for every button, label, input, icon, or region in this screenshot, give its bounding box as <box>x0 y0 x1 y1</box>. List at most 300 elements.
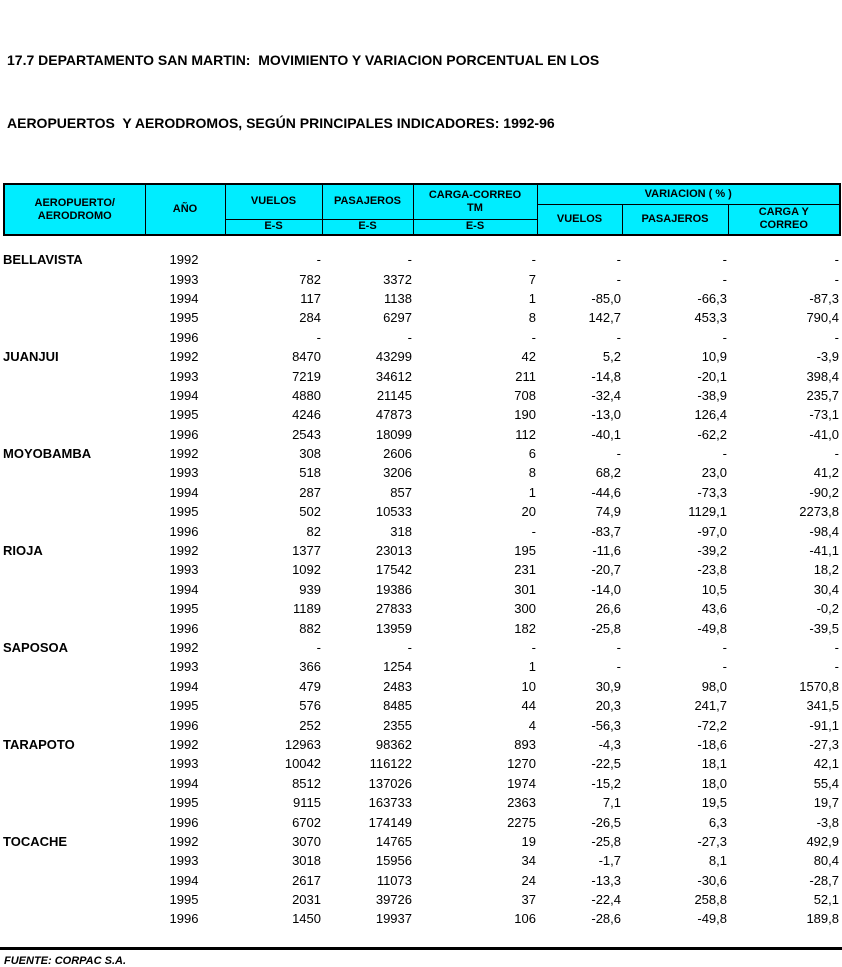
vuelos-es-cell: 1450 <box>292 911 321 927</box>
carga-correo-es-cell: 7 <box>528 271 536 287</box>
pasajeros-es-cell: 19937 <box>375 911 412 927</box>
var-carga-correo-cell: - <box>834 271 839 287</box>
airport-name-cell: JUANJUI <box>3 349 59 365</box>
vuelos-es-cell: 7219 <box>292 368 321 384</box>
var-vuelos-cell: -22,4 <box>591 892 621 908</box>
airport-name-cell <box>3 793 144 812</box>
var-carga-correo-cell: 30,4 <box>813 581 839 597</box>
var-carga-correo-cell: -27,3 <box>809 736 839 752</box>
airport-name-cell <box>3 521 144 540</box>
var-pasajeros-cell: - <box>722 446 727 462</box>
var-pasajeros-cell: - <box>722 640 727 655</box>
var-vuelos-cell: -28,6 <box>591 911 621 927</box>
airport-name-cell <box>3 657 144 676</box>
pasajeros-es-cell: 1138 <box>384 290 412 306</box>
vuelos-es-cell: 6702 <box>292 814 321 830</box>
table-row <box>3 405 839 424</box>
var-carga-correo-cell: 189,8 <box>806 911 839 927</box>
airport-name-cell <box>3 308 144 327</box>
carga-correo-es-cell: - <box>531 523 536 539</box>
vuelos-es-cell: 2031 <box>292 892 321 908</box>
header-variacion: VARIACION ( % ) <box>537 184 840 204</box>
carga-correo-es-cell: 211 <box>515 368 536 384</box>
var-carga-correo-cell: -87,3 <box>809 290 839 306</box>
year-cell: 1992 <box>169 833 199 849</box>
year-cell: 1994 <box>169 872 199 888</box>
pasajeros-es-cell: - <box>407 252 412 268</box>
year-cell: 1992 <box>169 640 199 655</box>
var-carga-correo-cell: - <box>834 252 839 268</box>
year-cell: 1993 <box>169 562 199 578</box>
airport-name-cell <box>3 366 144 385</box>
var-carga-correo-cell: 18,2 <box>813 562 839 578</box>
vuelos-es-cell: 284 <box>299 310 321 326</box>
header-var-carga <box>728 204 840 235</box>
header-vuelos: VUELOS <box>225 184 322 219</box>
year-cell: 1996 <box>169 620 199 636</box>
var-carga-correo-cell: 42,1 <box>813 756 839 772</box>
table-row <box>3 599 839 618</box>
var-carga-correo-cell: 55,4 <box>813 775 839 791</box>
airport-name-cell: TOCACHE <box>3 833 68 849</box>
carga-correo-es-cell: 231 <box>514 562 536 578</box>
header-pasajeros-es: E-S <box>322 219 413 235</box>
var-pasajeros-cell: 8,1 <box>708 853 727 869</box>
var-carga-correo-cell: -98,4 <box>809 523 839 539</box>
airport-name-cell <box>3 502 144 521</box>
table-row <box>3 851 839 870</box>
vuelos-es-cell: 479 <box>299 678 321 694</box>
var-pasajeros-cell: -49,8 <box>697 911 727 927</box>
airport-name-cell <box>3 618 144 637</box>
pasajeros-es-cell: 3372 <box>383 271 412 287</box>
stats-table-body <box>3 250 839 929</box>
var-vuelos-cell: - <box>616 446 621 462</box>
airport-name-cell <box>3 269 144 288</box>
var-carga-correo-cell: -41,0 <box>809 426 839 442</box>
table-row <box>3 832 839 851</box>
table-row <box>3 812 839 831</box>
airport-name-cell <box>3 560 144 579</box>
var-pasajeros-cell: - <box>722 252 727 268</box>
table-row <box>3 657 839 676</box>
var-vuelos-cell: 142,7 <box>588 310 621 326</box>
var-pasajeros-cell: - <box>722 271 727 287</box>
var-carga-correo-cell: 41,2 <box>813 465 839 481</box>
pasajeros-es-cell: 163733 <box>368 795 412 811</box>
pasajeros-es-cell: 17542 <box>375 562 412 578</box>
vuelos-es-cell: 308 <box>299 446 321 462</box>
table-row <box>3 677 839 696</box>
var-vuelos-cell: 20,3 <box>595 698 621 714</box>
var-vuelos-cell: 26,6 <box>595 601 621 617</box>
year-cell: 1992 <box>169 736 199 752</box>
var-vuelos-cell: 7,1 <box>602 795 621 811</box>
vuelos-es-cell: 117 <box>300 290 321 306</box>
var-carga-correo-cell: 2273,8 <box>799 504 839 520</box>
var-vuelos-cell: -56,3 <box>591 717 621 733</box>
report-title-line2: AEROPUERTOS Y AERODROMOS, SEGÚN PRINCIPALES INDICADORES: 1992-96 <box>7 115 555 131</box>
year-cell: 1994 <box>169 484 199 500</box>
airport-name-cell <box>3 289 144 308</box>
var-pasajeros-cell: 98,0 <box>701 678 727 694</box>
var-vuelos-cell: -83,7 <box>591 523 621 539</box>
var-pasajeros-cell: 43,6 <box>701 601 727 617</box>
var-pasajeros-cell: 258,8 <box>694 892 727 908</box>
var-pasajeros-cell: -49,8 <box>697 620 727 636</box>
table-row <box>3 793 839 812</box>
pasajeros-es-cell: 15956 <box>375 853 412 869</box>
year-cell: 1996 <box>169 426 199 442</box>
carga-correo-es-cell: 106 <box>514 911 536 927</box>
var-carga-correo-cell: - <box>834 329 839 345</box>
pasajeros-es-cell: 14765 <box>375 833 412 849</box>
airport-name-cell <box>3 328 144 347</box>
vuelos-es-cell: 2617 <box>292 872 321 888</box>
vuelos-es-cell: 8512 <box>292 775 321 791</box>
airport-name-cell: RIOJA <box>3 543 43 559</box>
var-vuelos-cell: -14,0 <box>591 581 621 597</box>
var-carga-correo-cell: - <box>834 446 839 462</box>
var-vuelos-cell: 5,2 <box>602 349 621 365</box>
airport-name-cell <box>3 405 144 424</box>
var-vuelos-cell: 68,2 <box>595 465 621 481</box>
var-vuelos-cell: -4,3 <box>598 736 621 752</box>
year-cell: 1993 <box>169 271 199 287</box>
table-row <box>3 328 839 347</box>
pasajeros-es-cell: 2606 <box>383 446 412 462</box>
airport-name-cell <box>3 774 144 793</box>
year-cell: 1992 <box>169 543 199 559</box>
var-vuelos-cell: -32,4 <box>591 387 621 403</box>
header-airport-line1: AEROPUERTO/ <box>34 196 115 209</box>
year-cell: 1994 <box>169 387 199 403</box>
header-var-carga-line2: CORREO <box>759 219 808 232</box>
var-pasajeros-cell: -20,1 <box>697 368 727 384</box>
airport-name-cell <box>3 715 144 734</box>
var-pasajeros-cell: -72,2 <box>697 717 727 733</box>
carga-correo-es-cell: 182 <box>514 620 536 636</box>
var-vuelos-cell: -15,2 <box>591 775 621 791</box>
vuelos-es-cell: 3070 <box>292 833 321 849</box>
var-vuelos-cell: -14,8 <box>591 368 621 384</box>
vuelos-es-cell: 82 <box>306 523 321 539</box>
carga-correo-es-cell: 8 <box>528 310 536 326</box>
var-carga-correo-cell: 790,4 <box>806 310 839 326</box>
year-cell: 1993 <box>169 853 199 869</box>
table-row <box>3 483 839 502</box>
airport-name-cell: BELLAVISTA <box>3 252 83 268</box>
table-row <box>3 560 839 579</box>
carga-correo-es-cell: 24 <box>521 872 536 888</box>
var-vuelos-cell: - <box>616 640 621 655</box>
header-year: AÑO <box>145 184 225 235</box>
table-row <box>3 774 839 793</box>
year-cell: 1994 <box>169 775 199 791</box>
pasajeros-es-cell: 2355 <box>383 717 412 733</box>
pasajeros-es-cell: 27833 <box>375 601 412 617</box>
airport-name-cell: SAPOSOA <box>3 640 69 655</box>
pasajeros-es-cell: 1254 <box>383 659 412 675</box>
table-row <box>3 463 839 482</box>
var-carga-correo-cell: -90,2 <box>809 484 839 500</box>
year-cell: 1994 <box>169 581 199 597</box>
var-pasajeros-cell: - <box>722 329 727 345</box>
var-pasajeros-cell: -39,2 <box>697 543 727 559</box>
year-cell: 1993 <box>169 756 199 772</box>
var-carga-correo-cell: 80,4 <box>813 853 839 869</box>
table-row <box>3 618 839 637</box>
pasajeros-es-cell: 21145 <box>376 387 412 403</box>
var-carga-correo-cell: -91,1 <box>809 717 839 733</box>
carga-correo-es-cell: 1 <box>528 290 536 306</box>
var-pasajeros-cell: 6,3 <box>708 814 727 830</box>
carga-correo-es-cell: 8 <box>528 465 536 481</box>
var-carga-correo-cell: 341,5 <box>806 698 839 714</box>
var-pasajeros-cell: 126,4 <box>694 407 727 423</box>
var-vuelos-cell: - <box>616 271 621 287</box>
carga-correo-es-cell: 1974 <box>507 775 536 791</box>
carga-correo-es-cell: - <box>531 640 536 655</box>
year-cell: 1992 <box>169 252 199 268</box>
carga-correo-es-cell: 708 <box>514 387 536 403</box>
carga-correo-es-cell: 1 <box>528 659 536 675</box>
var-vuelos-cell: -26,5 <box>591 814 621 830</box>
pasajeros-es-cell: 8485 <box>383 698 412 714</box>
vuelos-es-cell: 4246 <box>292 407 321 423</box>
vuelos-es-cell: 576 <box>299 698 321 714</box>
carga-correo-es-cell: 301 <box>514 581 536 597</box>
year-cell: 1995 <box>169 698 199 714</box>
pasajeros-es-cell: 318 <box>390 523 412 539</box>
table-row <box>3 269 839 288</box>
var-carga-correo-cell: -3,8 <box>816 814 839 830</box>
pasajeros-es-cell: 23013 <box>375 543 412 559</box>
table-row <box>3 890 839 909</box>
airport-name-cell <box>3 425 144 444</box>
year-cell: 1994 <box>169 678 199 694</box>
vuelos-es-cell: 366 <box>299 659 321 675</box>
var-carga-correo-cell: 235,7 <box>806 387 839 403</box>
pasajeros-es-cell: 11073 <box>376 872 412 888</box>
carga-correo-es-cell: 2275 <box>507 814 536 830</box>
var-pasajeros-cell: -62,2 <box>697 426 727 442</box>
vuelos-es-cell: 287 <box>299 484 321 500</box>
table-row <box>3 347 839 366</box>
year-cell: 1996 <box>169 523 199 539</box>
header-var-carga-line1: CARGA Y <box>758 206 809 219</box>
vuelos-es-cell: 502 <box>299 504 321 520</box>
vuelos-es-cell: - <box>316 252 321 268</box>
header-carga-line2: TM <box>467 201 483 214</box>
pasajeros-es-cell: 857 <box>390 484 412 500</box>
year-cell: 1996 <box>169 717 199 733</box>
table-row <box>3 696 839 715</box>
vuelos-es-cell: 1377 <box>292 543 321 559</box>
pasajeros-es-cell: 3206 <box>383 465 412 481</box>
table-row <box>3 502 839 521</box>
table-row <box>3 308 839 327</box>
carga-correo-es-cell: - <box>531 252 536 268</box>
vuelos-es-cell: 1189 <box>293 601 321 617</box>
table-row <box>3 638 839 657</box>
pasajeros-es-cell: 6297 <box>383 310 412 326</box>
carga-correo-es-cell: 34 <box>521 853 536 869</box>
year-cell: 1995 <box>169 601 199 617</box>
pasajeros-es-cell: 34612 <box>375 368 412 384</box>
header-carga-line1: CARGA-CORREO <box>428 188 522 201</box>
vuelos-es-cell: - <box>316 640 321 655</box>
table-row <box>3 425 839 444</box>
var-vuelos-cell: -13,3 <box>591 872 621 888</box>
header-airport-line2: AERODROMO <box>37 209 112 222</box>
var-vuelos-cell: 74,9 <box>595 504 621 520</box>
vuelos-es-cell: 4880 <box>292 387 321 403</box>
airport-name-cell <box>3 386 144 405</box>
pasajeros-es-cell: 13959 <box>375 620 412 636</box>
var-pasajeros-cell: 1129,1 <box>688 504 727 520</box>
carga-correo-es-cell: 1270 <box>507 756 536 772</box>
carga-correo-es-cell: - <box>531 329 536 345</box>
var-pasajeros-cell: 241,7 <box>694 698 727 714</box>
header-carga-es: E-S <box>413 219 537 235</box>
carga-correo-es-cell: 2363 <box>507 795 536 811</box>
airport-name-cell: MOYOBAMBA <box>3 446 92 462</box>
var-carga-correo-cell: 492,9 <box>806 833 839 849</box>
var-pasajeros-cell: 23,0 <box>701 465 727 481</box>
airport-name-cell <box>3 851 144 870</box>
table-row <box>3 580 839 599</box>
report-page <box>0 8 842 967</box>
pasajeros-es-cell: 18099 <box>375 426 412 442</box>
pasajeros-es-cell: 174149 <box>368 814 412 830</box>
airport-name-cell <box>3 909 144 928</box>
var-vuelos-cell: -11,6 <box>592 543 621 559</box>
footer-divider <box>0 947 842 950</box>
report-title-line1: 17.7 DEPARTAMENTO SAN MARTIN: MOVIMIENTO Y VARIACION PORCENTUAL EN LOS <box>7 52 600 68</box>
var-pasajeros-cell: -27,3 <box>697 833 727 849</box>
airport-name-cell <box>3 754 144 773</box>
var-carga-correo-cell: -73,1 <box>809 407 839 423</box>
var-pasajeros-cell: -97,0 <box>697 523 727 539</box>
carga-correo-es-cell: 1 <box>528 484 536 500</box>
table-row <box>3 541 839 560</box>
year-cell: 1993 <box>169 465 199 481</box>
table-row <box>3 289 839 308</box>
airport-name-cell <box>3 696 144 715</box>
airport-name-cell <box>3 463 144 482</box>
airport-name-cell <box>3 599 144 618</box>
var-pasajeros-cell: 10,9 <box>701 349 727 365</box>
var-vuelos-cell: -85,0 <box>591 290 621 306</box>
table-row <box>3 366 839 385</box>
carga-correo-es-cell: 4 <box>528 717 536 733</box>
header-pasajeros: PASAJEROS <box>322 184 413 219</box>
airport-name-cell <box>3 677 144 696</box>
year-cell: 1992 <box>169 446 199 462</box>
pasajeros-es-cell: - <box>407 329 412 345</box>
airport-name-cell <box>3 890 144 909</box>
table-row <box>3 521 839 540</box>
airport-name-cell <box>3 871 144 890</box>
vuelos-es-cell: 2543 <box>292 426 321 442</box>
var-pasajeros-cell: -66,3 <box>697 290 727 306</box>
pasajeros-es-cell: 137026 <box>368 775 412 791</box>
var-vuelos-cell: -25,8 <box>591 620 621 636</box>
year-cell: 1994 <box>169 290 199 306</box>
year-cell: 1995 <box>169 407 199 423</box>
carga-correo-es-cell: 300 <box>514 601 536 617</box>
pasajeros-es-cell: 2483 <box>383 678 412 694</box>
year-cell: 1995 <box>169 795 199 811</box>
var-vuelos-cell: -13,0 <box>591 407 621 423</box>
var-carga-correo-cell: - <box>834 659 839 675</box>
vuelos-es-cell: 1092 <box>292 562 321 578</box>
vuelos-es-cell: 939 <box>299 581 321 597</box>
year-cell: 1993 <box>169 659 199 675</box>
table-row <box>3 871 839 890</box>
var-vuelos-cell: -20,7 <box>591 562 621 578</box>
pasajeros-es-cell: 10533 <box>375 504 412 520</box>
var-pasajeros-cell: -23,8 <box>697 562 727 578</box>
source-note: FUENTE: CORPAC S.A. <box>4 954 127 967</box>
carga-correo-es-cell: 112 <box>515 426 536 442</box>
airport-name-cell: TARAPOTO <box>3 736 75 752</box>
carga-correo-es-cell: 10 <box>521 678 536 694</box>
carga-correo-es-cell: 893 <box>514 736 536 752</box>
var-carga-correo-cell: -39,5 <box>809 620 839 636</box>
var-vuelos-cell: -22,5 <box>591 756 621 772</box>
pasajeros-es-cell: 43299 <box>375 349 412 365</box>
var-carga-correo-cell: -0,2 <box>816 601 839 617</box>
header-var-pasajeros: PASAJEROS <box>622 204 728 235</box>
report-title <box>7 8 842 176</box>
carga-correo-es-cell: 37 <box>521 892 536 908</box>
year-cell: 1996 <box>169 329 199 345</box>
var-carga-correo-cell: -28,7 <box>809 872 839 888</box>
var-vuelos-cell: -1,7 <box>598 853 621 869</box>
vuelos-es-cell: 12963 <box>284 736 321 752</box>
var-carga-correo-cell: - <box>834 640 839 655</box>
carga-correo-es-cell: 6 <box>528 446 536 462</box>
airport-name-cell <box>3 483 144 502</box>
var-carga-correo-cell: 19,7 <box>813 795 839 811</box>
vuelos-es-cell: 3018 <box>292 853 321 869</box>
vuelos-es-cell: 518 <box>299 465 321 481</box>
vuelos-es-cell: 252 <box>299 717 321 733</box>
year-cell: 1995 <box>169 892 199 908</box>
header-airport-aerodromo <box>4 184 145 235</box>
var-vuelos-cell: -25,8 <box>591 833 621 849</box>
table-body <box>3 250 839 929</box>
var-pasajeros-cell: -38,9 <box>697 387 727 403</box>
table-row <box>3 754 839 773</box>
pasajeros-es-cell: 116122 <box>369 756 412 772</box>
pasajeros-es-cell: 47873 <box>375 407 412 423</box>
var-pasajeros-cell: -30,6 <box>697 872 727 888</box>
year-cell: 1992 <box>169 349 199 365</box>
var-carga-correo-cell: 398,4 <box>806 368 839 384</box>
pasajeros-es-cell: - <box>407 640 412 655</box>
var-carga-correo-cell: -3,9 <box>816 349 839 365</box>
pasajeros-es-cell: 98362 <box>375 736 412 752</box>
table-row <box>3 909 839 928</box>
var-carga-correo-cell: 52,1 <box>813 892 839 908</box>
var-pasajeros-cell: 453,3 <box>694 310 727 326</box>
vuelos-es-cell: 782 <box>299 271 321 287</box>
var-pasajeros-cell: - <box>722 659 727 675</box>
vuelos-es-cell: 10042 <box>284 756 321 772</box>
